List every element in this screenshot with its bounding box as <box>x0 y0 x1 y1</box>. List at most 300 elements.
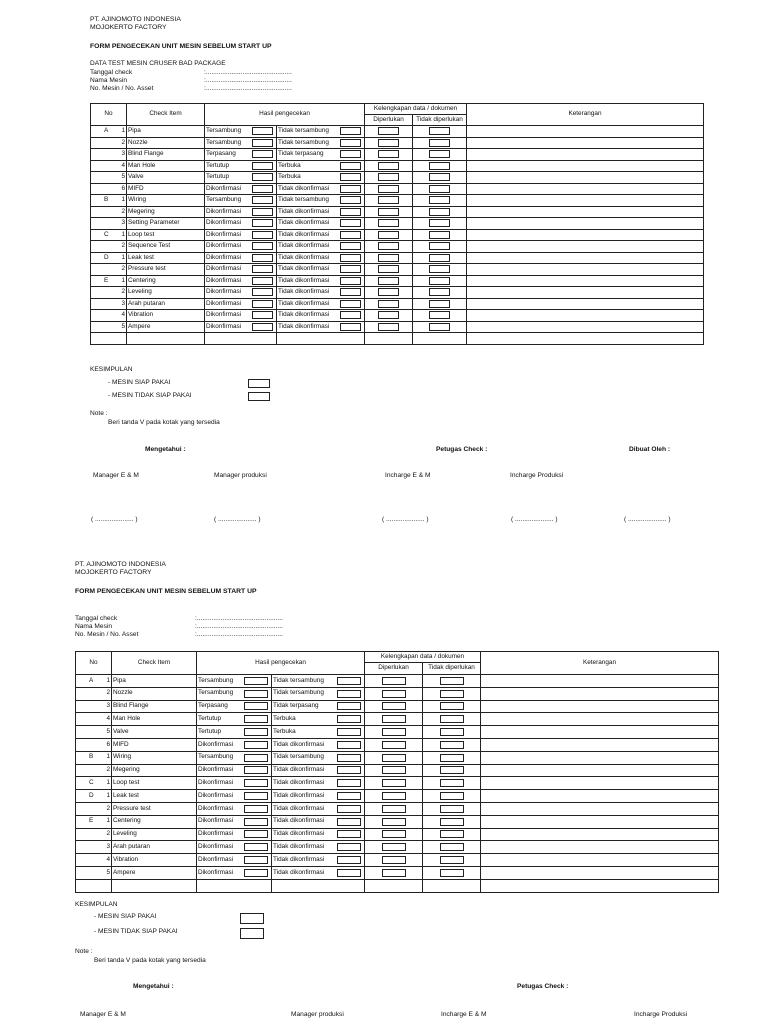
row-number: 2 <box>106 766 110 774</box>
result-nok-checkbox[interactable] <box>337 754 361 762</box>
tidak-diperlukan-checkbox[interactable] <box>429 219 450 227</box>
result-ok-checkbox[interactable] <box>244 830 268 838</box>
row-no-cell <box>91 195 127 207</box>
row-check-item: Leveling <box>112 828 197 841</box>
row-no-cell <box>76 738 112 751</box>
row-tidak-diperlukan <box>423 790 481 803</box>
table-row <box>91 149 704 161</box>
tidak-siap-pakai-checkbox[interactable] <box>248 392 270 401</box>
row-no-cell <box>76 700 112 713</box>
result-ok-checkbox[interactable] <box>252 185 273 193</box>
result-ok-checkbox[interactable] <box>252 254 273 262</box>
row-number: 6 <box>121 184 125 192</box>
row-keterangan[interactable] <box>467 298 704 310</box>
row-keterangan[interactable] <box>467 310 704 322</box>
diperlukan-checkbox[interactable] <box>382 766 406 774</box>
result-nok-checkbox[interactable] <box>340 254 361 262</box>
tidak-siap-pakai-checkbox[interactable] <box>240 928 264 939</box>
diperlukan-checkbox[interactable] <box>378 219 399 227</box>
diperlukan-checkbox[interactable] <box>378 173 399 181</box>
result-ok-checkbox[interactable] <box>244 766 268 774</box>
row-keterangan[interactable] <box>481 764 719 777</box>
header-hasil: Hasil pengecekan <box>197 652 365 675</box>
tidak-diperlukan-checkbox[interactable] <box>440 856 464 864</box>
row-keterangan[interactable] <box>467 229 704 241</box>
diperlukan-checkbox[interactable] <box>378 254 399 262</box>
row-result-ok <box>205 333 277 345</box>
result-ok-checkbox[interactable] <box>252 208 273 216</box>
diperlukan-checkbox[interactable] <box>378 265 399 273</box>
form-title: FORM PENGECEKAN UNIT MESIN SEBELUM START UP <box>90 43 272 50</box>
result-ok-label: Dikonfirmasi <box>198 791 234 799</box>
header-no: No <box>76 652 112 675</box>
result-ok-checkbox[interactable] <box>252 231 273 239</box>
row-diperlukan <box>365 126 413 138</box>
result-ok-checkbox[interactable] <box>244 715 268 723</box>
row-no-cell <box>91 229 127 241</box>
row-result-nok <box>272 828 365 841</box>
info-value[interactable]: :............................................... <box>195 631 283 638</box>
diperlukan-checkbox[interactable] <box>382 843 406 851</box>
result-nok-checkbox[interactable] <box>337 741 361 749</box>
tidak-diperlukan-checkbox[interactable] <box>429 150 450 158</box>
row-group: E <box>104 276 109 284</box>
result-ok-checkbox[interactable] <box>252 277 273 285</box>
tidak-diperlukan-checkbox[interactable] <box>440 677 464 685</box>
row-number: 5 <box>121 173 125 181</box>
row-result-nok <box>272 790 365 803</box>
signature-blank[interactable]: ( ..................... ) <box>91 516 138 523</box>
row-result-nok <box>277 275 365 287</box>
row-result-nok <box>277 310 365 322</box>
row-keterangan[interactable] <box>481 828 719 841</box>
row-result-ok <box>197 790 272 803</box>
signature-blank[interactable]: ( ..................... ) <box>624 516 671 523</box>
diperlukan-checkbox[interactable] <box>378 127 399 135</box>
tidak-diperlukan-checkbox[interactable] <box>440 715 464 723</box>
result-ok-checkbox[interactable] <box>244 677 268 685</box>
row-diperlukan <box>365 310 413 322</box>
result-ok-label: Tertutup <box>198 727 222 735</box>
header-diperlukan: Diperlukan <box>365 115 413 126</box>
diperlukan-checkbox[interactable] <box>382 728 406 736</box>
row-no-cell <box>76 854 112 867</box>
row-keterangan[interactable] <box>467 137 704 149</box>
row-keterangan[interactable] <box>481 751 719 764</box>
row-result-nok <box>277 137 365 149</box>
row-keterangan[interactable] <box>467 126 704 138</box>
table-row <box>91 321 704 333</box>
table-row <box>91 206 704 218</box>
row-keterangan[interactable] <box>467 252 704 264</box>
diperlukan-checkbox[interactable] <box>382 779 406 787</box>
row-check-item: MIFD <box>112 738 197 751</box>
diperlukan-checkbox[interactable] <box>378 242 399 250</box>
result-ok-checkbox[interactable] <box>244 869 268 877</box>
tidak-diperlukan-checkbox[interactable] <box>440 843 464 851</box>
diperlukan-checkbox[interactable] <box>382 805 406 813</box>
result-nok-label: Tidak dikonfirmasi <box>278 242 330 250</box>
row-keterangan[interactable] <box>481 790 719 803</box>
table-row <box>76 675 719 688</box>
result-nok-checkbox[interactable] <box>337 830 361 838</box>
header-check-item: Check Item <box>127 104 205 126</box>
tidak-diperlukan-checkbox[interactable] <box>440 830 464 838</box>
row-keterangan[interactable] <box>481 738 719 751</box>
row-number: 1 <box>106 817 110 825</box>
info-value[interactable]: :............................................... <box>204 77 292 84</box>
row-keterangan[interactable] <box>467 333 704 345</box>
info-value[interactable]: :............................................... <box>195 615 283 622</box>
row-tidak-diperlukan <box>423 687 481 700</box>
row-result-ok <box>205 126 277 138</box>
result-nok-checkbox[interactable] <box>337 677 361 685</box>
tidak-diperlukan-checkbox[interactable] <box>429 323 450 331</box>
header-check-item: Check Item <box>112 652 197 675</box>
diperlukan-checkbox[interactable] <box>382 741 406 749</box>
result-ok-checkbox[interactable] <box>252 311 273 319</box>
result-nok-checkbox[interactable] <box>340 173 361 181</box>
result-nok-label: Tidak dikonfirmasi <box>273 843 325 851</box>
tidak-diperlukan-checkbox[interactable] <box>429 127 450 135</box>
result-ok-checkbox[interactable] <box>252 300 273 308</box>
row-keterangan[interactable] <box>481 841 719 854</box>
result-ok-label: Dikonfirmasi <box>206 253 242 261</box>
row-diperlukan <box>365 195 413 207</box>
petugas-label: Petugas Check : <box>517 983 569 990</box>
row-diperlukan <box>365 252 413 264</box>
diperlukan-checkbox[interactable] <box>378 288 399 296</box>
result-ok-label: Tersambung <box>206 138 242 146</box>
result-nok-checkbox[interactable] <box>340 127 361 135</box>
result-ok-checkbox[interactable] <box>252 288 273 296</box>
result-nok-label: Tidak terpasang <box>278 150 324 158</box>
row-keterangan[interactable] <box>467 321 704 333</box>
row-tidak-diperlukan <box>423 777 481 790</box>
row-tidak-diperlukan <box>413 321 467 333</box>
row-result-ok <box>197 854 272 867</box>
row-keterangan[interactable] <box>481 675 719 688</box>
row-tidak-diperlukan <box>413 287 467 299</box>
result-ok-checkbox[interactable] <box>252 242 273 250</box>
tidak-diperlukan-checkbox[interactable] <box>429 254 450 262</box>
result-nok-checkbox[interactable] <box>340 277 361 285</box>
result-nok-checkbox[interactable] <box>337 702 361 710</box>
row-tidak-diperlukan <box>413 206 467 218</box>
row-diperlukan <box>365 206 413 218</box>
result-nok-label: Tidak dikonfirmasi <box>278 184 330 192</box>
result-ok-checkbox[interactable] <box>252 323 273 331</box>
row-diperlukan <box>365 790 423 803</box>
company-name: PT. AJINOMOTO INDONESIA <box>90 16 181 23</box>
table-row <box>91 126 704 138</box>
row-result-ok <box>197 815 272 828</box>
tidak-diperlukan-checkbox[interactable] <box>429 242 450 250</box>
siap-pakai-checkbox[interactable] <box>240 913 264 924</box>
tidak-diperlukan-checkbox[interactable] <box>429 139 450 147</box>
row-group: C <box>104 230 109 238</box>
row-number: 3 <box>106 702 110 710</box>
result-nok-checkbox[interactable] <box>340 208 361 216</box>
row-result-ok <box>197 726 272 739</box>
row-result-ok <box>205 241 277 253</box>
result-nok-checkbox[interactable] <box>340 242 361 250</box>
row-number: 2 <box>121 138 125 146</box>
row-result-nok <box>277 241 365 253</box>
tidak-diperlukan-checkbox[interactable] <box>440 741 464 749</box>
signature-blank[interactable]: ( ..................... ) <box>382 516 429 523</box>
row-diperlukan <box>365 828 423 841</box>
diperlukan-checkbox[interactable] <box>382 690 406 698</box>
row-tidak-diperlukan <box>413 160 467 172</box>
row-keterangan[interactable] <box>467 172 704 184</box>
tidak-diperlukan-checkbox[interactable] <box>429 288 450 296</box>
result-ok-label: Dikonfirmasi <box>198 855 234 863</box>
result-nok-checkbox[interactable] <box>337 869 361 877</box>
diperlukan-checkbox[interactable] <box>382 677 406 685</box>
result-nok-checkbox[interactable] <box>340 150 361 158</box>
tidak-diperlukan-checkbox[interactable] <box>440 690 464 698</box>
result-nok-checkbox[interactable] <box>340 196 361 204</box>
row-result-ok <box>205 264 277 276</box>
result-nok-checkbox[interactable] <box>337 728 361 736</box>
result-nok-checkbox[interactable] <box>337 792 361 800</box>
result-nok-label: Tidak dikonfirmasi <box>273 817 325 825</box>
row-keterangan[interactable] <box>467 275 704 287</box>
diperlukan-checkbox[interactable] <box>378 208 399 216</box>
tidak-diperlukan-checkbox[interactable] <box>440 779 464 787</box>
tidak-diperlukan-checkbox[interactable] <box>440 702 464 710</box>
diperlukan-checkbox[interactable] <box>378 323 399 331</box>
row-result-ok <box>197 764 272 777</box>
row-keterangan[interactable] <box>481 802 719 815</box>
result-ok-checkbox[interactable] <box>244 702 268 710</box>
row-no-cell <box>91 264 127 276</box>
row-result-nok <box>277 333 365 345</box>
row-result-ok <box>205 172 277 184</box>
result-ok-checkbox[interactable] <box>244 856 268 864</box>
info-value[interactable]: :............................................... <box>204 85 292 92</box>
row-keterangan[interactable] <box>467 183 704 195</box>
diperlukan-checkbox[interactable] <box>382 702 406 710</box>
tidak-diperlukan-checkbox[interactable] <box>429 162 450 170</box>
signature-blank[interactable]: ( ..................... ) <box>511 516 558 523</box>
diperlukan-checkbox[interactable] <box>382 792 406 800</box>
table-row <box>76 790 719 803</box>
row-keterangan[interactable] <box>467 206 704 218</box>
row-keterangan[interactable] <box>467 264 704 276</box>
row-result-ok <box>205 298 277 310</box>
siap-pakai-checkbox[interactable] <box>248 379 270 388</box>
result-ok-label: Terpasang <box>206 150 236 158</box>
row-keterangan[interactable] <box>481 700 719 713</box>
result-ok-checkbox[interactable] <box>244 754 268 762</box>
result-nok-label: Terbuka <box>278 173 301 181</box>
result-ok-checkbox[interactable] <box>244 741 268 749</box>
row-diperlukan <box>365 815 423 828</box>
result-ok-label: Dikonfirmasi <box>206 219 242 227</box>
row-result-ok <box>205 218 277 230</box>
result-ok-checkbox[interactable] <box>252 127 273 135</box>
table-row <box>91 310 704 322</box>
result-nok-checkbox[interactable] <box>340 185 361 193</box>
row-keterangan[interactable] <box>481 687 719 700</box>
diperlukan-checkbox[interactable] <box>378 185 399 193</box>
row-tidak-diperlukan <box>413 252 467 264</box>
diperlukan-checkbox[interactable] <box>378 196 399 204</box>
result-ok-label: Tersambung <box>206 127 242 135</box>
result-nok-checkbox[interactable] <box>340 231 361 239</box>
result-ok-checkbox[interactable] <box>252 265 273 273</box>
tidak-diperlukan-checkbox[interactable] <box>429 277 450 285</box>
diperlukan-checkbox[interactable] <box>378 139 399 147</box>
signature-blank[interactable]: ( ..................... ) <box>214 516 261 523</box>
result-nok-checkbox[interactable] <box>337 818 361 826</box>
result-nok-checkbox[interactable] <box>340 323 361 331</box>
row-number: 6 <box>106 740 110 748</box>
result-nok-checkbox[interactable] <box>340 139 361 147</box>
result-ok-checkbox[interactable] <box>244 779 268 787</box>
tidak-diperlukan-checkbox[interactable] <box>440 818 464 826</box>
result-nok-checkbox[interactable] <box>337 715 361 723</box>
row-result-ok <box>205 287 277 299</box>
result-nok-checkbox[interactable] <box>337 856 361 864</box>
row-diperlukan <box>365 726 423 739</box>
diperlukan-checkbox[interactable] <box>382 715 406 723</box>
tidak-diperlukan-checkbox[interactable] <box>440 792 464 800</box>
diperlukan-checkbox[interactable] <box>378 231 399 239</box>
role-label: Manager produksi <box>214 472 267 479</box>
diperlukan-checkbox[interactable] <box>382 869 406 877</box>
row-keterangan[interactable] <box>467 195 704 207</box>
row-keterangan[interactable] <box>467 160 704 172</box>
info-value[interactable]: :............................................... <box>204 69 292 76</box>
tidak-diperlukan-checkbox[interactable] <box>429 196 450 204</box>
row-keterangan[interactable] <box>481 713 719 726</box>
row-keterangan[interactable] <box>481 854 719 867</box>
tidak-diperlukan-checkbox[interactable] <box>440 754 464 762</box>
result-ok-checkbox[interactable] <box>244 728 268 736</box>
row-tidak-diperlukan <box>413 298 467 310</box>
info-value[interactable]: :............................................... <box>195 623 283 630</box>
row-number: 3 <box>121 299 125 307</box>
diperlukan-checkbox[interactable] <box>378 150 399 158</box>
row-no-cell <box>76 751 112 764</box>
diperlukan-checkbox[interactable] <box>378 300 399 308</box>
row-result-ok <box>205 321 277 333</box>
result-ok-checkbox[interactable] <box>244 805 268 813</box>
table-row <box>76 841 719 854</box>
note-label: Note : <box>90 410 108 417</box>
result-ok-checkbox[interactable] <box>244 792 268 800</box>
tidak-diperlukan-checkbox[interactable] <box>429 208 450 216</box>
diperlukan-checkbox[interactable] <box>382 856 406 864</box>
result-ok-label: Dikonfirmasi <box>198 766 234 774</box>
row-keterangan[interactable] <box>481 879 719 892</box>
result-nok-checkbox[interactable] <box>340 219 361 227</box>
result-nok-label: Terbuka <box>278 161 301 169</box>
tidak-diperlukan-checkbox[interactable] <box>440 869 464 877</box>
result-ok-checkbox[interactable] <box>252 173 273 181</box>
tidak-diperlukan-checkbox[interactable] <box>429 311 450 319</box>
row-keterangan[interactable] <box>481 866 719 879</box>
result-nok-checkbox[interactable] <box>337 779 361 787</box>
result-nok-checkbox[interactable] <box>337 843 361 851</box>
tidak-diperlukan-checkbox[interactable] <box>440 728 464 736</box>
table-row <box>76 726 719 739</box>
result-nok-checkbox[interactable] <box>337 690 361 698</box>
row-keterangan[interactable] <box>467 287 704 299</box>
tidak-diperlukan-checkbox[interactable] <box>440 805 464 813</box>
diperlukan-checkbox[interactable] <box>382 830 406 838</box>
result-ok-checkbox[interactable] <box>252 150 273 158</box>
tidak-diperlukan-checkbox[interactable] <box>429 265 450 273</box>
result-ok-checkbox[interactable] <box>244 818 268 826</box>
row-keterangan[interactable] <box>481 815 719 828</box>
row-keterangan[interactable] <box>481 777 719 790</box>
result-nok-checkbox[interactable] <box>337 805 361 813</box>
row-result-nok <box>272 879 365 892</box>
result-nok-checkbox[interactable] <box>340 288 361 296</box>
result-nok-checkbox[interactable] <box>340 162 361 170</box>
tidak-diperlukan-checkbox[interactable] <box>429 185 450 193</box>
result-ok-checkbox[interactable] <box>252 139 273 147</box>
row-check-item: Nozzle <box>127 137 205 149</box>
row-keterangan[interactable] <box>481 726 719 739</box>
result-ok-checkbox[interactable] <box>252 162 273 170</box>
row-number: 1 <box>106 779 110 787</box>
tidak-diperlukan-checkbox[interactable] <box>429 231 450 239</box>
diperlukan-checkbox[interactable] <box>382 754 406 762</box>
row-tidak-diperlukan <box>413 195 467 207</box>
result-ok-checkbox[interactable] <box>252 219 273 227</box>
result-nok-checkbox[interactable] <box>340 311 361 319</box>
row-keterangan[interactable] <box>467 218 704 230</box>
row-result-nok <box>277 195 365 207</box>
table-row <box>76 713 719 726</box>
diperlukan-checkbox[interactable] <box>382 818 406 826</box>
result-ok-checkbox[interactable] <box>244 690 268 698</box>
row-check-item: Blind Flange <box>127 149 205 161</box>
form-title: FORM PENGECEKAN UNIT MESIN SEBELUM START UP <box>75 588 257 595</box>
tidak-diperlukan-checkbox[interactable] <box>440 766 464 774</box>
table-row <box>76 738 719 751</box>
result-ok-label: Dikonfirmasi <box>198 740 234 748</box>
diperlukan-checkbox[interactable] <box>378 277 399 285</box>
row-check-item: Pipa <box>112 675 197 688</box>
tidak-diperlukan-checkbox[interactable] <box>429 300 450 308</box>
result-nok-label: Tidak terpasang <box>273 702 319 710</box>
row-tidak-diperlukan <box>423 802 481 815</box>
row-check-item: Ampere <box>112 866 197 879</box>
row-result-ok <box>197 700 272 713</box>
result-nok-label: Tidak dikonfirmasi <box>278 219 330 227</box>
row-number: 2 <box>121 207 125 215</box>
result-ok-checkbox[interactable] <box>252 196 273 204</box>
row-group: A <box>89 676 94 684</box>
row-diperlukan <box>365 751 423 764</box>
result-nok-checkbox[interactable] <box>340 265 361 273</box>
diperlukan-checkbox[interactable] <box>378 162 399 170</box>
result-nok-checkbox[interactable] <box>337 766 361 774</box>
tidak-diperlukan-checkbox[interactable] <box>429 173 450 181</box>
diperlukan-checkbox[interactable] <box>378 311 399 319</box>
row-keterangan[interactable] <box>467 149 704 161</box>
result-ok-checkbox[interactable] <box>244 843 268 851</box>
row-no-cell <box>76 790 112 803</box>
result-nok-checkbox[interactable] <box>340 300 361 308</box>
row-keterangan[interactable] <box>467 241 704 253</box>
